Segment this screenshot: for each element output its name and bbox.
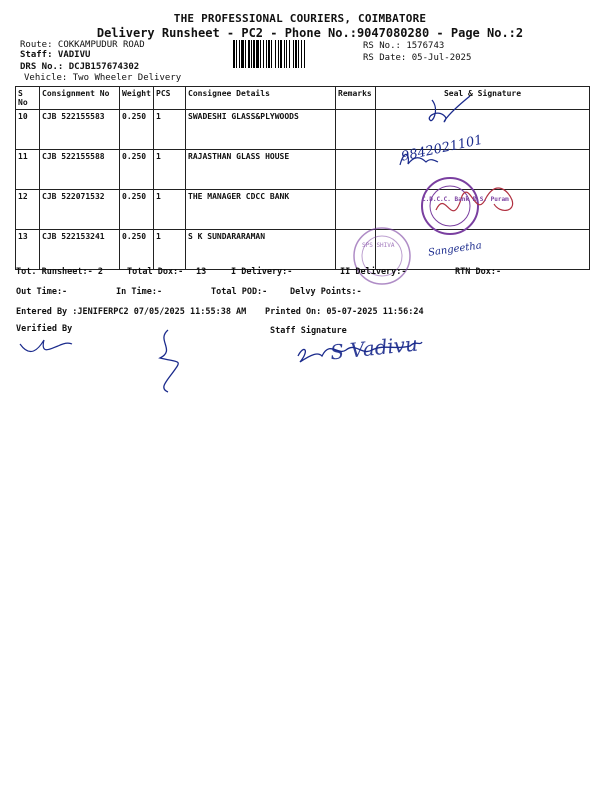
cell-sno: 13: [16, 230, 40, 270]
in-time: In Time:-: [116, 287, 163, 297]
verified-signature-1: [20, 340, 72, 352]
cell-weight: 0.250: [120, 150, 154, 190]
verified-signature-2: [160, 330, 178, 392]
cell-remarks: [336, 150, 376, 190]
cell-weight: 0.250: [120, 190, 154, 230]
total-dox-label: Total Dox:-: [127, 267, 184, 277]
cell-pcs: 1: [154, 150, 186, 190]
cell-consignee: RAJASTHAN GLASS HOUSE: [186, 150, 336, 190]
cell-pcs: 1: [154, 110, 186, 150]
delvy-points: Delvy Points:-: [290, 287, 362, 297]
handwritten-name: Sangeetha: [427, 240, 483, 259]
staff-signature-label: Staff Signature: [270, 326, 347, 336]
cell-sno: 11: [16, 150, 40, 190]
rs-number: RS No.: 1576743: [363, 41, 445, 51]
col-header-pcs: PCS: [154, 87, 186, 110]
entered-by: Entered By :JENIFERPC2 07/05/2025 11:55:38 AM: [16, 307, 247, 317]
verified-by-label: Verified By: [16, 324, 73, 334]
staff-signature-text: S Vadivu: [328, 331, 419, 365]
col-header-remarks: Remarks: [336, 87, 376, 110]
staff-label: Staff: VADIVU: [20, 50, 91, 60]
cell-pcs: 1: [154, 230, 186, 270]
cell-seal: [376, 230, 590, 270]
col-header-weight: Weight: [120, 87, 154, 110]
runsheet-title: Delivery Runsheet - PC2 - Phone No.:9047080280 - Page No.:2: [96, 26, 524, 40]
cell-weight: 0.250: [120, 230, 154, 270]
cell-weight: 0.250: [120, 110, 154, 150]
runsheet-table: [15, 86, 590, 270]
route-label: Route: COKKAMPUDUR ROAD: [20, 40, 145, 50]
col-header-sno: S No: [16, 87, 40, 110]
total-pod: Total POD:-: [211, 287, 268, 297]
table-row: [16, 150, 590, 190]
cell-pcs: 1: [154, 190, 186, 230]
rs-date: RS Date: 05-Jul-2025: [363, 53, 472, 63]
table-header-row: [16, 87, 590, 110]
cell-consignment: CJB 522155588: [40, 150, 120, 190]
cell-remarks: [336, 190, 376, 230]
out-time: Out Time:-: [16, 287, 68, 297]
cell-consignment: CJB 522071532: [40, 190, 120, 230]
cell-consignment: CJB 522155583: [40, 110, 120, 150]
printed-on: Printed On: 05-07-2025 11:56:24: [265, 307, 424, 317]
col-header-seal: Seal & Signature: [376, 87, 590, 110]
rtn-dox: RTN Dox:-: [455, 267, 502, 277]
cell-consignment: CJB 522153241: [40, 230, 120, 270]
table-row: [16, 110, 590, 150]
tot-runsheet: Tot. Runsheet:- 2: [16, 267, 103, 277]
handwritten-phone: 9842021101: [400, 132, 485, 165]
col-header-consignment: Consignment No: [40, 87, 120, 110]
bank-stamp-text: C.D.C.C. Bank R.S. Puram: [422, 196, 509, 203]
cell-sno: 10: [16, 110, 40, 150]
cell-consignee: THE MANAGER CDCC BANK: [186, 190, 336, 230]
ii-delivery: II Delivery:-: [340, 267, 407, 277]
cell-consignee: S K SUNDARARAMAN: [186, 230, 336, 270]
cell-remarks: [336, 110, 376, 150]
shiva-stamp-text: SPS SHIVA: [362, 242, 395, 249]
company-title: THE PROFESSIONAL COURIERS, COIMBATORE: [173, 12, 427, 25]
vehicle-label: Vehicle: Two Wheeler Delivery: [24, 73, 182, 83]
cell-remarks: [336, 230, 376, 270]
total-dox-value: 13: [196, 267, 207, 277]
table-row: [16, 230, 590, 270]
i-delivery: I Delivery:-: [231, 267, 293, 277]
col-header-consignee: Consignee Details: [186, 87, 336, 110]
cell-consignee: SWADESHI GLASS&PLYWOODS: [186, 110, 336, 150]
cell-sno: 12: [16, 190, 40, 230]
barcode-image: [232, 40, 354, 68]
drs-label: DRS No.: DCJB157674302: [20, 62, 140, 72]
